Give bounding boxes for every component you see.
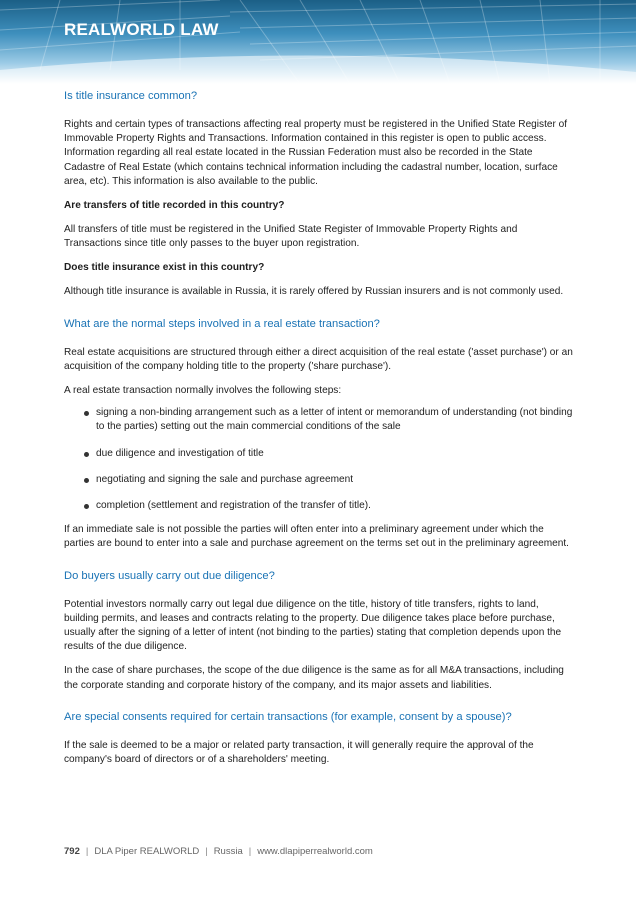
section-heading-title-insurance: Is title insurance common?	[64, 90, 198, 102]
list-item-text: signing a non-binding arrangement such as a letter of intent or memorandum of understanding (not binding to the parties) setting out the main commercial conditions of the sale	[96, 407, 573, 433]
list-item-text: completion (settlement and registration of the transfer of title).	[96, 500, 371, 512]
footer-url: www.dlapiperrealworld.com	[257, 846, 373, 857]
list-item	[64, 447, 574, 461]
footer-publisher: DLA Piper REALWORLD	[94, 846, 200, 857]
footer-separator: |	[205, 846, 208, 857]
paragraph: In the case of share purchases, the scope of the due diligence is the same as for all M&A transactions, including the corporate standing and corporate history of the company, and its major assets and liabilities.	[64, 665, 564, 691]
list-item-text: negotiating and signing the sale and purchase agreement	[96, 473, 354, 485]
section-heading-transaction-steps: What are the normal steps involved in a real estate transaction?	[64, 317, 380, 330]
question-heading-title-transfers: Are transfers of title recorded in this country?	[64, 200, 285, 212]
building-facade-image	[0, 0, 636, 84]
list-item-text: due diligence and investigation of title	[96, 447, 264, 459]
bullet-icon	[84, 452, 89, 457]
section-heading-special-consents: Are special consents required for certain transactions (for example, consent by a spouse)?	[64, 710, 512, 723]
paragraph: Potential investors normally carry out legal due diligence on the title, history of title transfers, rights to land, building permits, and leases and contracts relating to the property. Due diligence takes place before purchase, usually after the signing of a letter of intent (not binding to the parties) stating that completion depends upon the results of the due diligence.	[64, 598, 562, 653]
page-header-title: REALWORLD LAW	[64, 20, 219, 39]
bullet-icon	[84, 411, 89, 416]
footer-separator: |	[85, 846, 89, 857]
main-content	[64, 89, 574, 767]
bullet-icon	[84, 478, 89, 483]
steps-list	[64, 406, 574, 513]
header-banner	[0, 0, 636, 84]
paragraph: Although title insurance is available in Russia, it is rarely offered by Russian insurers and is not commonly used.	[64, 286, 564, 298]
footer-country: Russia	[213, 846, 243, 857]
page-footer	[64, 846, 373, 857]
paragraph: Rights and certain types of transactions affecting real property must be registered in the Unified State Register of Immovable Property Rights and Transactions. Information contained in this register is open to public access. Information regarding all real estate located in the Russian Federation must also be recorded in the State Cadastre of Real Estate (which contains technical information including the cadastral number, location, surface area, etc). This information is also available to the public.	[64, 119, 568, 187]
paragraph: If an immediate sale is not possible the parties will often enter into a preliminary agreement under which the parties are bound to enter into a sale and purchase agreement on the terms set out in the preliminary agreement.	[64, 524, 569, 550]
question-heading-title-insurance-exist: Does title insurance exist in this country?	[64, 262, 265, 274]
list-item	[64, 473, 574, 487]
paragraph: A real estate transaction normally involves the following steps:	[64, 385, 342, 397]
page-number: 792	[64, 846, 80, 857]
bullet-icon	[84, 504, 89, 509]
paragraph: Real estate acquisitions are structured through either a direct acquisition of the real estate ('asset purchase') or an acquisition of the company holding title to the property ('share purchase').	[64, 346, 573, 372]
list-item	[64, 406, 574, 434]
section-heading-due-diligence: Do buyers usually carry out due diligence?	[64, 569, 275, 582]
paragraph: If the sale is deemed to be a major or related party transaction, it will generally require the approval of the company's board of directors or of a shareholders' meeting.	[64, 739, 534, 766]
paragraph: All transfers of title must be registered in the Unified State Register of Immovable Property Rights and Transactions since title only passes to the buyer upon registration.	[64, 224, 518, 250]
list-item	[64, 499, 574, 513]
footer-separator: |	[248, 846, 252, 857]
